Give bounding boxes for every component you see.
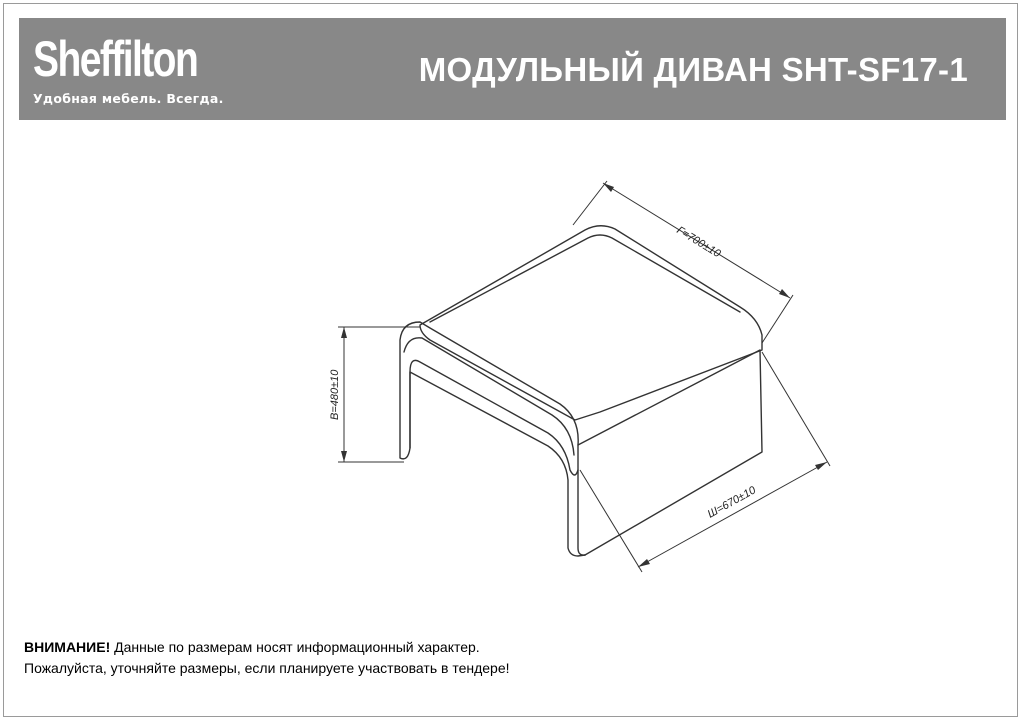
width-dimension-label: Ш=670±10 [705, 484, 758, 521]
arrow [341, 451, 347, 462]
width-ext-left [580, 470, 642, 572]
height-dimension-label: В=480±10 [329, 369, 341, 420]
depth-dimension-label: Г=700±10 [674, 224, 723, 261]
depth-ext-right [762, 295, 793, 343]
disclaimer-line-1-text: Данные по размерам носят информационный характер. [110, 639, 480, 655]
disclaimer-line-1 [24, 637, 510, 658]
arrow [815, 462, 827, 470]
arrow [779, 289, 790, 298]
warning-label: ВНИМАНИЕ! [24, 639, 111, 655]
brand-logo: Sheffilton [33, 31, 198, 87]
side-face [578, 350, 762, 555]
width-ext-right [762, 352, 830, 466]
width-dim-line [638, 462, 827, 567]
armrest-inner [404, 338, 574, 455]
depth-ext-left [573, 181, 607, 225]
arrow [638, 559, 650, 567]
arrow [341, 327, 347, 338]
page-title: МОДУЛЬНЫЙ ДИВАН SHT-SF17-1 [418, 51, 968, 88]
disclaimer-note [24, 637, 510, 679]
front-face [410, 372, 585, 556]
brand-tagline: Удобная мебель. Всегда. [33, 91, 224, 106]
armrest [400, 322, 578, 475]
disclaimer-line-2: Пожалуйста, уточняйте размеры, если планируете участвовать в тендере! [24, 660, 510, 676]
arrow [603, 183, 614, 192]
side-face-edge [578, 470, 585, 555]
